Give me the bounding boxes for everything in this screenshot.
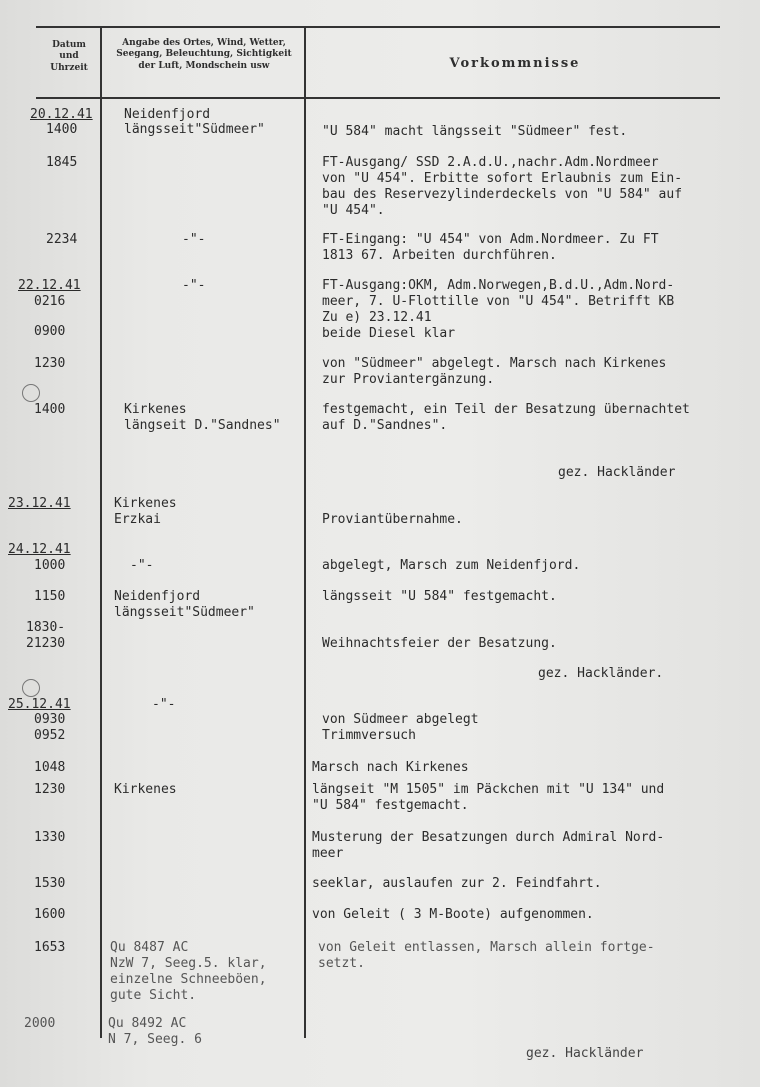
entry-event: von Geleit ( 3 M-Boote) aufgenommen. — [312, 907, 594, 922]
entry-event: festgemacht, ein Teil der Besatzung übernachtet auf D."Sandnes". — [322, 402, 690, 433]
entry-place: Kirkenes Erzkai — [114, 496, 177, 527]
entry-time: 1530 — [34, 876, 66, 891]
entry-time: 2234 — [46, 232, 78, 247]
header-rule — [36, 97, 720, 99]
entry-event: Musterung der Besatzungen durch Admiral Nord- meer — [312, 830, 665, 861]
entry-event: beide Diesel klar — [322, 326, 456, 341]
entry-time: 1330 — [34, 830, 66, 845]
header-date-column: Datum und Uhrzeit — [50, 40, 88, 73]
entry-time: 1230 — [34, 782, 66, 797]
entry-time: 1000 — [34, 558, 66, 573]
punch-hole — [22, 384, 40, 402]
entry-place: Kirkenes — [114, 782, 177, 797]
entry-time: 1230 — [34, 356, 66, 371]
entry-place: Qu 8492 AC N 7, Seeg. 6 — [108, 1016, 202, 1047]
entry-time: 1653 — [34, 940, 66, 955]
entry-date: 22.12.41 — [18, 278, 81, 293]
entry-time: 1845 — [46, 155, 78, 170]
entry-event: FT-Ausgang/ SSD 2.A.d.U.,nachr.Adm.Nordmeer von "U 454". Erbitte sofort Erlaubnis zum Ein- bau des Reservezylinderdeckels von "U 584" auf "U 454". — [322, 155, 683, 218]
entry-time: 1600 — [34, 907, 66, 922]
punch-hole — [22, 679, 40, 697]
entry-event: von Südmeer abgelegt — [322, 712, 479, 727]
entry-place: längsseit"Südmeer" — [124, 122, 265, 137]
entry-place: -"- — [182, 232, 206, 247]
signature: gez. Hackländer — [558, 465, 676, 480]
entry-place: -"- — [182, 278, 206, 293]
header-place-column: Angabe des Ortes, Wind, Wetter, Seegang, Beleuchtung, Sichtigkeit der Luft, Mondschein usw — [116, 38, 292, 71]
entry-place: Qu 8487 AC NzW 7, Seeg.5. klar, einzelne Schneeböen, gute Sicht. — [110, 940, 267, 1003]
entry-place: -"- — [152, 697, 176, 712]
entry-event: FT-Eingang: "U 454" von Adm.Nordmeer. Zu FT 1813 67. Arbeiten durchführen. — [322, 232, 659, 263]
entry-event: abgelegt, Marsch zum Neidenfjord. — [322, 558, 581, 573]
entry-event: Weihnachtsfeier der Besatzung. — [322, 636, 557, 651]
entry-date: 25.12.41 — [8, 697, 71, 712]
signature: gez. Hackländer. — [538, 666, 664, 681]
entry-time: 0900 — [34, 324, 66, 339]
entry-time: 0952 — [34, 728, 66, 743]
entry-event: von Geleit entlassen, Marsch allein fortge- setzt. — [318, 940, 655, 971]
entry-time: 1150 — [34, 589, 66, 604]
column-divider-2 — [304, 26, 306, 1038]
entry-place: Neidenfjord — [124, 107, 211, 122]
entry-event: Marsch nach Kirkenes — [312, 760, 469, 775]
entry-event: von "Südmeer" abgelegt. Marsch nach Kirkenes zur Proviantergänzung. — [322, 356, 667, 387]
entry-time: 1048 — [34, 760, 66, 775]
entry-event: seeklar, auslaufen zur 2. Feindfahrt. — [312, 876, 602, 891]
entry-place: -"- — [130, 558, 154, 573]
entry-time: 1830- 21230 — [26, 620, 66, 651]
top-rule — [36, 26, 720, 28]
entry-time: 2000 — [24, 1016, 56, 1031]
entry-time: 1400 — [46, 122, 78, 137]
column-divider-1 — [100, 26, 102, 1038]
entry-time: 1400 — [34, 402, 66, 417]
entry-place: Neidenfjord längsseit"Südmeer" — [114, 589, 255, 620]
entry-event: längsseit "U 584" festgemacht. — [322, 589, 557, 604]
entry-event: FT-Ausgang:OKM, Adm.Norwegen,B.d.U.,Adm.Nord- meer, 7. U-Flottille von "U 454". Betrifft KB — [322, 278, 675, 309]
entry-event: Zu e) 23.12.41 — [322, 310, 432, 325]
entry-date: 23.12.41 — [8, 496, 71, 511]
entry-place: Kirkenes längseit D."Sandnes" — [124, 402, 281, 433]
entry-time: 0930 — [34, 712, 66, 727]
entry-time: 0216 — [34, 294, 66, 309]
entry-event: längseit "M 1505" im Päckchen mit "U 134" und "U 584" festgemacht. — [312, 782, 665, 813]
signature: gez. Hackländer — [526, 1046, 644, 1061]
entry-event: Trimmversuch — [322, 728, 416, 743]
entry-date: 24.12.41 — [8, 542, 71, 557]
header-events-column: Vorkommnisse — [449, 56, 581, 71]
entry-event: "U 584" macht längsseit "Südmeer" fest. — [322, 124, 628, 139]
entry-event: Proviantübernahme. — [322, 512, 463, 527]
entry-date: 20.12.41 — [30, 107, 93, 122]
